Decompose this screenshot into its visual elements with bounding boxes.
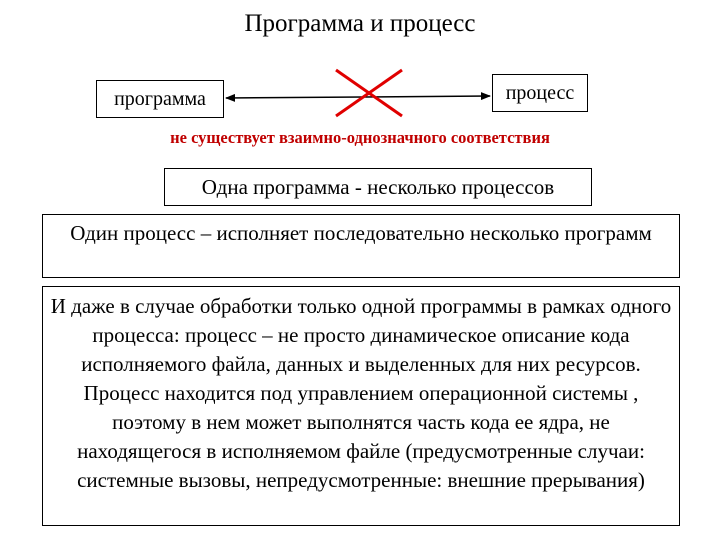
double-arrow-line [226,96,490,98]
statement-one-process-many-programs: Один процесс – исполняет последовательно несколько программ [42,214,680,278]
cross-icon [336,70,402,116]
program-node: программа [96,80,224,118]
statement-one-program-many-processes: Одна программа - несколько процессов [164,168,592,206]
relation-note: не существует взаимно-однозначного соответствия [170,128,550,147]
process-node: процесс [492,74,588,112]
slide-title: Программа и процесс [244,10,476,37]
statement-process-kernel-code: И даже в случае обработки только одной программы в рамках одного процесса: процесс – не просто динамическое описание кода исполняемого файла, данных и выделенных для них ресурсов. Процесс находится под управлением операционной системы , поэтому в нем может выполнятся часть кода ее ядра, не находящегося в исполняемом файле (предусмотренные случаи: системные вызовы, непредусмотренные: внешние прерывания) [42,286,680,526]
